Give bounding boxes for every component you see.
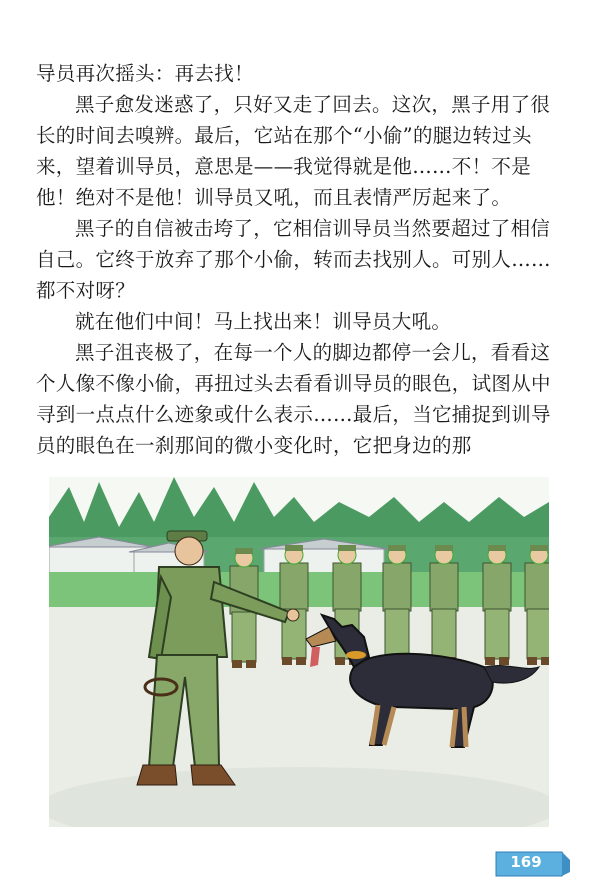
paragraph: 黑子的自信被击垮了，它相信训导员当然要超过了相信自己。它终于放弃了那个小偷，转而去找别人。可别人……都不对呀？ (36, 217, 551, 302)
illustration-trainer-dog-soldiers (49, 477, 549, 827)
paragraph: 黑子沮丧极了，在每一个人的脚边都停一会儿，看看这个人像不像小偷，再扭过头去看看训导员的眼色，试图从中寻到一点点什么迹象或什么表示……最后，当它捕捉到训导员的眼色在一刹那间的微小变化时，它把身边的那 (36, 341, 551, 457)
page-number: 169 (510, 853, 542, 871)
story-text (36, 58, 566, 461)
page-number-tab (492, 850, 572, 878)
paragraph: 导员再次摇头：再去找！ (36, 62, 254, 85)
paragraph: 就在他们中间！马上找出来！训导员大吼。 (75, 310, 452, 333)
paragraph: 黑子愈发迷惑了，只好又走了回去。这次，黑子用了很长的时间去嗅辨。最后，它站在那个“小偷”的腿边转过头来，望着训导员，意思是——我觉得就是他……不！不是他！绝对不是他！训导员又吼，而且表情严厉起来了。 (36, 93, 551, 209)
illustration-svg (49, 477, 549, 827)
